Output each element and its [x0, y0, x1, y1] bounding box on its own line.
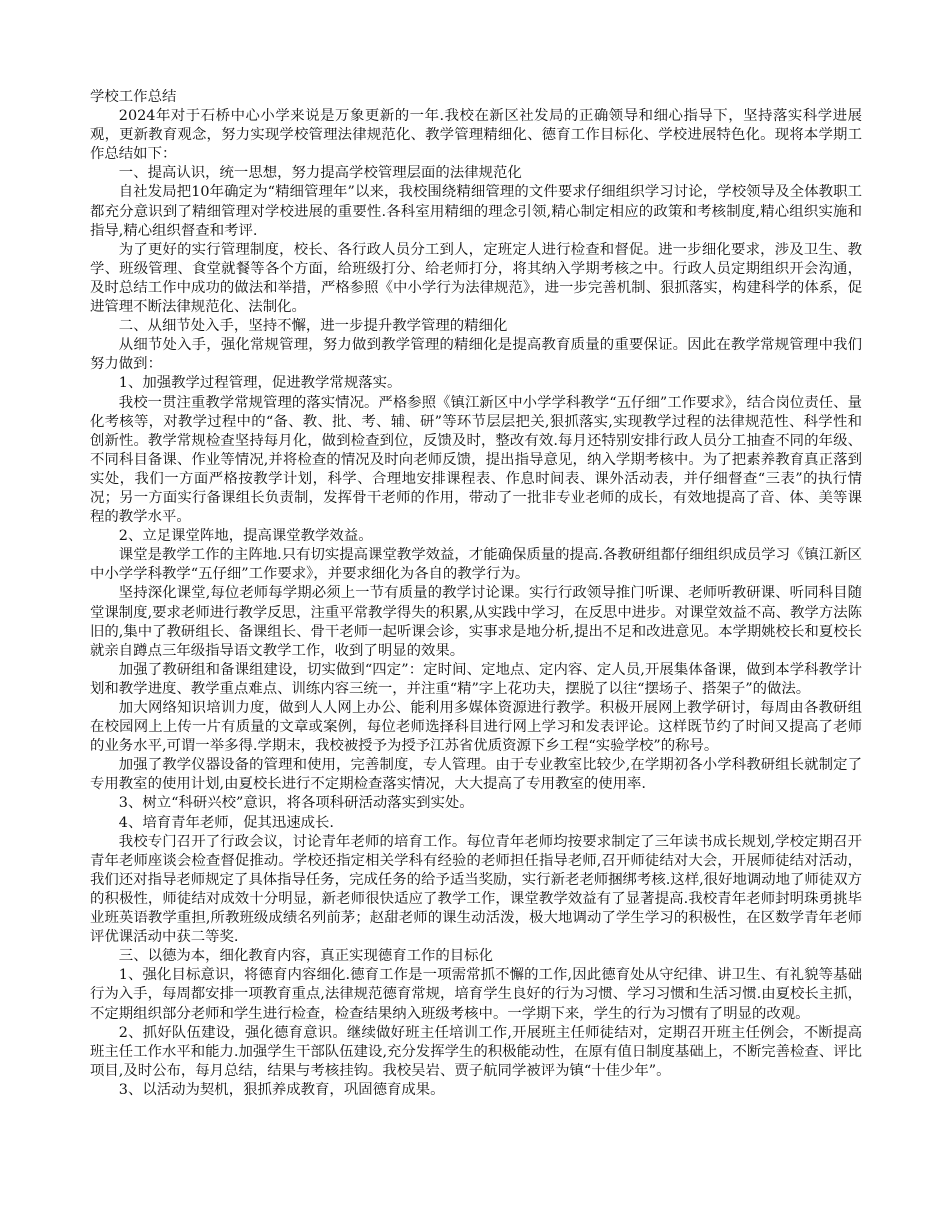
paragraph-intro: 2024年对于石桥中心小学来说是万象更新的一年.我校在新区社发局的正确领导和细心指导下，坚持落实科学进展观，更新教育观念，努力实现学校管理法律规范化、教学管理精细化、德育工作目标化、学校进展特色化。现将本学期工作总结如下： [90, 108, 862, 163]
paragraph: 加大网络知识培训力度，做到人人网上办公、能利用多媒体资源进行教学。积极开展网上教学研讨，每周由各教研组在校园网上上传一片有质量的文章或案例，每位老师选择科目进行网上学习和发表评论。这样既节约了时间又提高了老师的业务水平,可谓一举多得.学期末，我校被授予为授予江苏省优质资源下乡工程“实验学校”的称号。 [90, 700, 862, 755]
paragraph: 自社发局把10年确定为“精细管理年”以来，我校围绕精细管理的文件要求仔细组织学习讨论，学校领导及全体教职工都充分意识到了精细管理对学校进展的重要性.各科室用精细的理念引领,精心制定相应的政策和考核制度,精心组织实施和指导,精心组织督查和考评. [90, 184, 862, 239]
section-heading-1: 一、提高认识，统一思想，努力提高学校管理层面的法律规范化 [118, 165, 522, 182]
paragraph: 我校专门召开了行政会议，讨论青年老师的培育工作。每位青年老师均按要求制定了三年读书成长规划,学校定期召开青年老师座谈会检查督促推动。学校还指定相关学科有经验的老师担任指导老师,召开师徒结对大会，开展师徒结对活动，我们还对指导老师规定了具体指导任务，完成任务的给予适当奖励，实行新老老师捆绑考核.这样,很好地调动地了师徒双方的积极性，师徒结对成效十分明显，新老师很快适应了教学工作，课堂教学效益有了显著提高.我校青年老师封明珠勇挑毕业班英语教学重担,所教班级成绩名列前茅；赵甜老师的课生动活泼，极大地调动了学生学习的积极性，在区数学青年老师评优课活动中获二等奖. [90, 833, 862, 946]
section-heading-3: 三、以德为本，细化教育内容，真正实现德育工作的目标化 [118, 948, 493, 965]
paragraph: 加强了教研组和备课组建设，切实做到“四定”：定时间、定地点、定内容、定人员,开展集体备课，做到本学科教学计划和教学进度、教学重点难点、训练内容三统一，并注重“精”字上花功夫，摆脱了以往“摆场子、搭架子”的做法。 [90, 661, 862, 697]
paragraph: 1、强化目标意识，将德育内容细化.德育工作是一项需常抓不懈的工作,因此德育处从守纪律、讲卫生、有礼貌等基础行为入手，每周都安排一项教育重点,法律规范德育常规，培育学生良好的行为习惯、学习习惯和生活习惯.由夏校长主抓，不定期组织部分老师和学生进行检查，检查结果纳入班级考核中。一学期下来，学生的行为习惯有了明显的改观。 [90, 967, 862, 1022]
paragraph: 坚持深化课堂,每位老师每学期必须上一节有质量的教学讨论课。实行行政领导推门听课、老师听教研课、听同科目随堂课制度,要求老师进行教学反思，注重平常教学得失的积累,从实践中学习，在反思中进步。对课堂效益不高、教学方法陈旧的,集中了教研组长、备课组长、骨干老师一起听课会诊，实事求是地分析,提出不足和改进意见。本学期姚校长和夏校长就亲自蹲点三年级指导语文教学工作，收到了明显的效果。 [90, 585, 862, 659]
paragraph: 从细节处入手，强化常规管理，努力做到教学管理的精细化是提高教育质量的重要保证。因此在教学常规管理中我们努力做到： [90, 337, 862, 373]
document-body [90, 88, 862, 1100]
paragraph: 为了更好的实行管理制度，校长、各行政人员分工到人，定班定人进行检查和督促。进一步细化要求，涉及卫生、教学、班级管理、食堂就餐等各个方面，给班级打分、给老师打分，将其纳入学期考核之中。行政人员定期组织开会沟通，及时总结工作中成功的做法和举措，严格参照《中小学行为法律规范》，进一步完善机制、狠抓落实，构建科学的体系，促进管理不断法律规范化、法制化。 [90, 241, 862, 316]
subheading-2: 2、立足课堂阵地，提高课堂教学效益。 [118, 528, 373, 545]
subheading-4: 4、培育青年老师，促其迅速成长. [118, 814, 334, 831]
paragraph: 加强了教学仪器设备的管理和使用，完善制度，专人管理。由于专业教室比较少,在学期初各小学科教研组长就制定了专用教室的使用计划,由夏校长进行不定期检查落实情况，大大提高了专用教室的使用率. [90, 757, 862, 793]
document-title: 学校工作总结 [90, 89, 177, 105]
paragraph: 我校一贯注重教学常规管理的落实情况。严格参照《镇江新区中小学学科教学“五仔细”工作要求》，结合岗位责任、量化考核等，对教学过程中的“备、教、批、考、辅、研”等环节层层把关,狠抓落实,实现教学过程的法律规范性、科学性和创新性。教学常规检查坚持每月化，做到检查到位，反馈及时，整改有效.每月还特别安排行政人员分工抽查不同的年级、不同科目备课、作业等情况,并将检查的情况及时向老师反馈，提出指导意见，纳入学期考核中。为了把素养教育真正落到实处，我们一方面严格按教学计划，科学、合理地安排课程表、作息时间表、课外活动表，并仔细督查“三表”的执行情况；另一方面实行备课组长负责制，发挥骨干老师的作用，带动了一批非专业老师的成长，有效地提高了音、体、美等课程的教学水平。 [90, 394, 862, 526]
paragraph: 课堂是教学工作的主阵地.只有切实提高课堂教学效益，才能确保质量的提高.各教研组都仔细组织成员学习《镇江新区中小学学科教学“五仔细”工作要求》，并要求细化为各自的教学行为。 [90, 547, 862, 583]
subheading-3: 3、树立“科研兴校”意识，将各项科研活动落实到实处。 [118, 795, 474, 812]
paragraph: 2、抓好队伍建设，强化德育意识。继续做好班主任培训工作,开展班主任师徒结对，定期召开班主任例会，不断提高班主任工作水平和能力.加强学生干部队伍建设,充分发挥学生的积极能动性，在原有值日制度基础上，不断完善检查、评比项目,及时公布，每月总结，结果与考核挂钩。我校吴岩、贾子航同学被评为镇“十佳少年”。 [90, 1024, 862, 1079]
section-heading-2: 二、从细节处入手，坚持不懈，进一步提升教学管理的精细化 [118, 318, 508, 335]
subheading-1: 1、加强教学过程管理，促进教学常规落实。 [118, 375, 402, 392]
subheading-5: 3、以活动为契机，狠抓养成教育，巩固德育成果。 [118, 1081, 445, 1098]
